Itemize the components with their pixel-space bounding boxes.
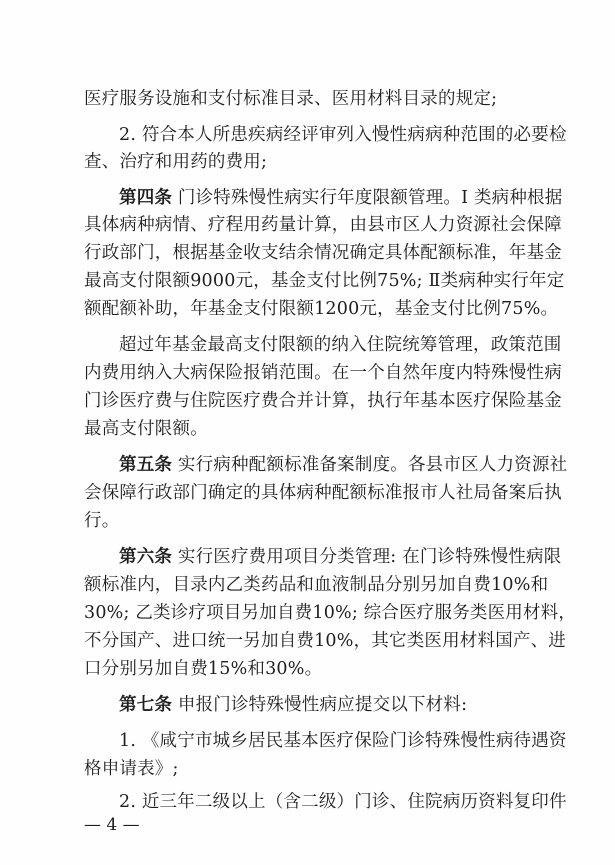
body-line: 行。: [84, 511, 120, 531]
body-line: 门诊医疗费与住院医疗费合并计算，执行年基本医疗保险基金: [84, 391, 562, 411]
body-line: 最高支付限额。: [84, 419, 208, 439]
list-item-1: 1. 《咸宁市城乡居民基本医疗保险门诊特殊慢性病待遇资: [119, 731, 567, 751]
body-line: 30%; 乙类诊疗项目另加自费10%; 综合医疗服务类医用材料，: [84, 603, 577, 623]
body-line: 医疗服务设施和支付标准目录、医用材料目录的规定;: [84, 89, 498, 109]
article-4-heading: 第四条 门诊特殊慢性病实行年度限额管理。I 类病种根据: [119, 188, 563, 208]
article-label: 第五条: [119, 455, 173, 475]
body-line: 最高支付限额9000元，基金支付比例75%; Ⅱ类病种实行年定: [84, 271, 565, 291]
article-label: 第七条: [119, 695, 173, 715]
body-line: 格申请表》;: [84, 759, 179, 779]
list-item-2: 2. 符合本人所患疾病经评审列入慢性病病种范围的必要检: [119, 125, 567, 145]
paragraph-start: 超过年基金最高支付限额的纳入住院统筹管理，政策范围: [119, 335, 562, 355]
article-5-heading: 第五条 实行病种配额标准备案制度。各县市区人力资源社: [119, 455, 568, 475]
body-line: 会保障行政部门确定的具体病种配额标准报市人社局备案后执: [84, 483, 562, 503]
article-label: 第四条: [119, 188, 173, 208]
body-line: 口分别另加自费15%和30%。: [84, 659, 323, 679]
body-line: 查、治疗和用药的费用;: [84, 152, 268, 172]
body-line: 额配额补助，年基金支付限额1200元，基金支付比例75%。: [84, 299, 559, 319]
body-line: 不分国产、进口统一另加自费10%，其它类医用材料国产、进: [84, 631, 566, 651]
article-6-heading: 第六条 实行医疗费用项目分类管理: 在门诊特殊慢性病限: [119, 547, 562, 567]
body-line: 行政部门，根据基金收支结余情况确定具体配额标准，年基金: [84, 243, 562, 263]
article-7-heading: 第七条 申报门诊特殊慢性病应提交以下材料:: [119, 695, 468, 715]
body-line: 额标准内，目录内乙类药品和血液制品分别另加自费10%和: [84, 575, 549, 595]
body-line: 具体病种病情、疗程用药量计算，由县市区人力资源社会保障: [84, 215, 562, 235]
page-number: — 4 —: [84, 815, 140, 835]
article-label: 第六条: [119, 547, 173, 567]
body-line: 内费用纳入大病保险报销范围。在一个自然年度内特殊慢性病: [84, 363, 562, 383]
list-item-2: 2. 近三年二级以上（含二级）门诊、住院病历资料复印件: [119, 792, 567, 812]
